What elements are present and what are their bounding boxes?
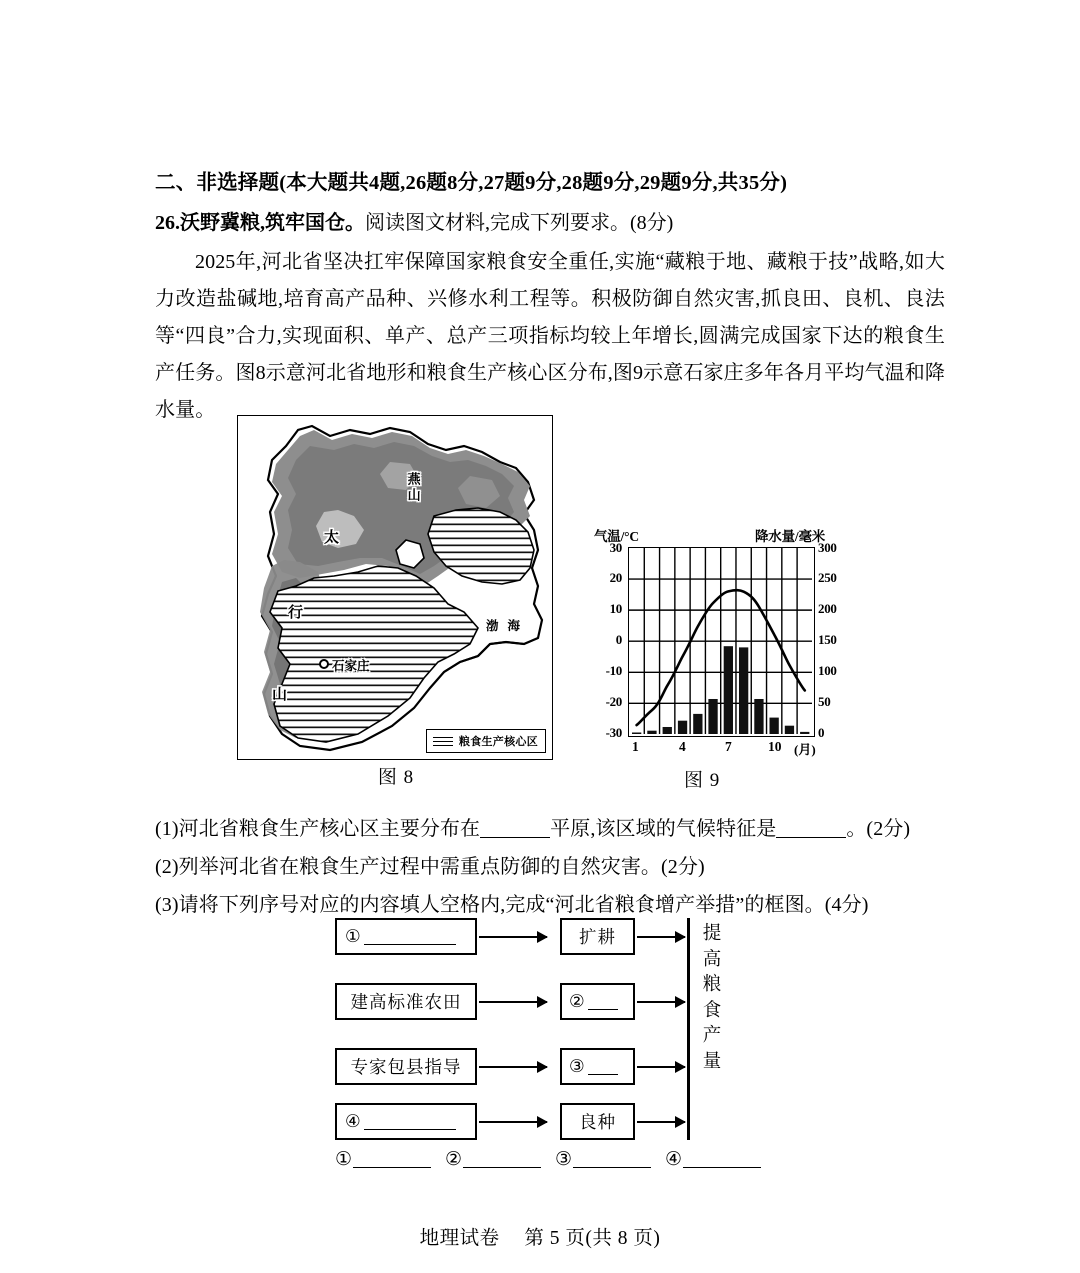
answer-marker-3 xyxy=(555,1148,651,1171)
climate-plot-area xyxy=(628,547,815,737)
flow-mid-marker-3: ③ xyxy=(569,1056,586,1076)
y2-tick-200: 200 xyxy=(818,601,837,616)
x-tick-1: 1 xyxy=(632,739,639,754)
y2-tick-150: 150 xyxy=(818,632,837,647)
answer-marker-2 xyxy=(445,1148,541,1171)
flow-left-box-4[interactable] xyxy=(335,1103,477,1140)
map-frame xyxy=(237,415,553,760)
x-axis-unit-label: (月) xyxy=(794,742,816,757)
answer-blank-f2[interactable] xyxy=(463,1151,541,1168)
flow-mid-label-4: 良种 xyxy=(579,1112,616,1132)
flow-left-box-2 xyxy=(335,983,477,1020)
question-instruction: 阅读图文材料,完成下列要求。(8分) xyxy=(365,211,674,234)
answer-blank-f1[interactable] xyxy=(353,1151,431,1168)
subquestion-1-part1: (1)河北省粮食生产核心区主要分布在 xyxy=(155,818,481,840)
flow-mid-box-4 xyxy=(560,1103,635,1140)
flow-left-box-1[interactable] xyxy=(335,918,477,955)
flow-arrow-4b xyxy=(637,1121,685,1123)
flow-arrow-3b xyxy=(637,1066,685,1068)
answer-blank-1a[interactable] xyxy=(480,819,550,838)
flow-arrow-1b xyxy=(637,936,685,938)
figure-9 xyxy=(580,525,880,791)
flow-arrow-1a xyxy=(479,936,547,938)
question-title: 沃野冀粮,筑牢国仓。 xyxy=(180,211,365,234)
answer-marker-3-label: ③ xyxy=(555,1149,573,1170)
y-tick-30: 30 xyxy=(609,540,622,555)
question-26-title xyxy=(155,208,945,238)
subquestion-2: (2)列举河北省在粮食生产过程中需重点防御的自然灾害。(2分) xyxy=(155,856,705,878)
x-tick-4: 4 xyxy=(679,739,686,754)
flow-mid-box-2[interactable] xyxy=(560,983,635,1020)
subquestions-block xyxy=(155,810,955,924)
flow-result-label: 提高粮食产量 xyxy=(702,924,722,1072)
map-label-bohai: 渤海 xyxy=(486,619,530,633)
y-tick-m30: -30 xyxy=(605,725,622,740)
legend-hatch-swatch-icon xyxy=(433,736,453,747)
flow-mid-box-1 xyxy=(560,918,635,955)
chart-y2-axis-label: 降水量/毫米 xyxy=(755,529,826,544)
section-heading: 二、非选择题(本大题共4题,26题8分,27题9分,28题9分,29题9分,共35分) xyxy=(155,172,788,194)
answer-marker-1-label: ① xyxy=(335,1149,353,1170)
flow-mid-box-3[interactable] xyxy=(560,1048,635,1085)
footer-subject: 地理试卷 xyxy=(419,1228,500,1249)
figure-9-caption: 图 9 xyxy=(684,770,721,791)
subquestion-1 xyxy=(155,810,955,848)
flow-brace xyxy=(687,918,690,1140)
figure-8 xyxy=(237,415,555,788)
flow-mid-blank-3[interactable] xyxy=(588,1059,618,1075)
y2-tick-100: 100 xyxy=(818,663,837,678)
climate-chart-graphic xyxy=(629,548,812,734)
flow-arrow-4a xyxy=(479,1121,547,1123)
flow-arrow-2a xyxy=(479,1001,547,1003)
y2-tick-0: 0 xyxy=(818,725,825,740)
footer-page-number: 第 5 页(共 8 页) xyxy=(524,1228,661,1249)
page-footer xyxy=(0,1222,1080,1250)
answer-marker-4-label: ④ xyxy=(665,1149,683,1170)
flow-left-box-3 xyxy=(335,1048,477,1085)
hebei-map-graphic xyxy=(238,416,549,756)
map-label-taihang-shan: 山 xyxy=(272,687,288,703)
legend-label: 粮食生产核心区 xyxy=(458,736,538,748)
question-passage: 2025年,河北省坚决扛牢保障国家粮食安全重任,实施“藏粮于地、藏粮于技”战略,如大力改造盐碱地,培育高产品种、兴修水利工程等。积极防御自然灾害,抓良田、良机、良法等“四良”合力,实现面积、单产、总产三项指标均较上年增长,圆满完成国家下达的粮食生产任务。图8示意河北省地形和粮食生产核心区分布,图9示意石家庄多年各月平均气温和降水量。 xyxy=(155,250,945,421)
flow-left-blank-1[interactable] xyxy=(364,929,456,945)
grain-increase-flow-diagram xyxy=(335,918,775,1163)
flow-left-marker-1: ① xyxy=(345,926,362,946)
x-tick-10: 10 xyxy=(768,739,782,754)
x-tick-7: 7 xyxy=(725,739,732,754)
y-tick-0: 0 xyxy=(615,632,622,647)
y-tick-m10: -10 xyxy=(605,663,622,678)
answer-marker-1 xyxy=(335,1148,431,1171)
y-tick-10: 10 xyxy=(609,601,622,616)
flow-mid-marker-2: ② xyxy=(569,991,586,1011)
flow-left-blank-4[interactable] xyxy=(364,1114,456,1130)
map-label-yanshan: 燕 山 xyxy=(405,472,421,502)
map-label-shijiazhuang: 石家庄 xyxy=(332,659,370,673)
answer-marker-4 xyxy=(665,1148,761,1171)
chart-y-axis-label: 气温/°C xyxy=(594,529,639,544)
question-text-block xyxy=(155,168,945,429)
answer-blank-f3[interactable] xyxy=(573,1151,651,1168)
y-tick-m20: -20 xyxy=(605,694,622,709)
question-number: 26. xyxy=(155,211,180,234)
map-label-taihang-xing: 行 xyxy=(288,605,304,621)
figures-row xyxy=(155,410,945,795)
answer-blank-f4[interactable] xyxy=(683,1151,761,1168)
flow-arrow-3a xyxy=(479,1066,547,1068)
flow-mid-label-1: 扩耕 xyxy=(579,927,616,947)
subquestion-1-part3: 。(2分) xyxy=(846,818,911,840)
subquestion-3: (3)请将下列序号对应的内容填人空格内,完成“河北省粮食增产举措”的框图。(4分) xyxy=(155,894,869,916)
map-legend xyxy=(426,729,546,753)
y2-tick-50: 50 xyxy=(818,694,831,709)
flow-arrow-2b xyxy=(637,1001,685,1003)
answer-marker-2-label: ② xyxy=(445,1149,463,1170)
y2-tick-300: 300 xyxy=(818,540,837,555)
flow-left-label-2: 建高标准农田 xyxy=(350,992,462,1012)
y2-tick-250: 250 xyxy=(818,570,837,585)
answer-blank-1b[interactable] xyxy=(776,819,846,838)
flow-left-label-3: 专家包县指导 xyxy=(350,1057,462,1077)
flow-left-marker-4: ④ xyxy=(345,1111,362,1131)
figure-8-caption: 图 8 xyxy=(377,767,415,788)
y-tick-20: 20 xyxy=(609,570,622,585)
map-label-taihang-tai: 太 xyxy=(324,530,340,546)
flow-mid-blank-2[interactable] xyxy=(588,994,618,1010)
subquestion-1-part2: 平原,该区域的气候特征是 xyxy=(550,818,777,840)
